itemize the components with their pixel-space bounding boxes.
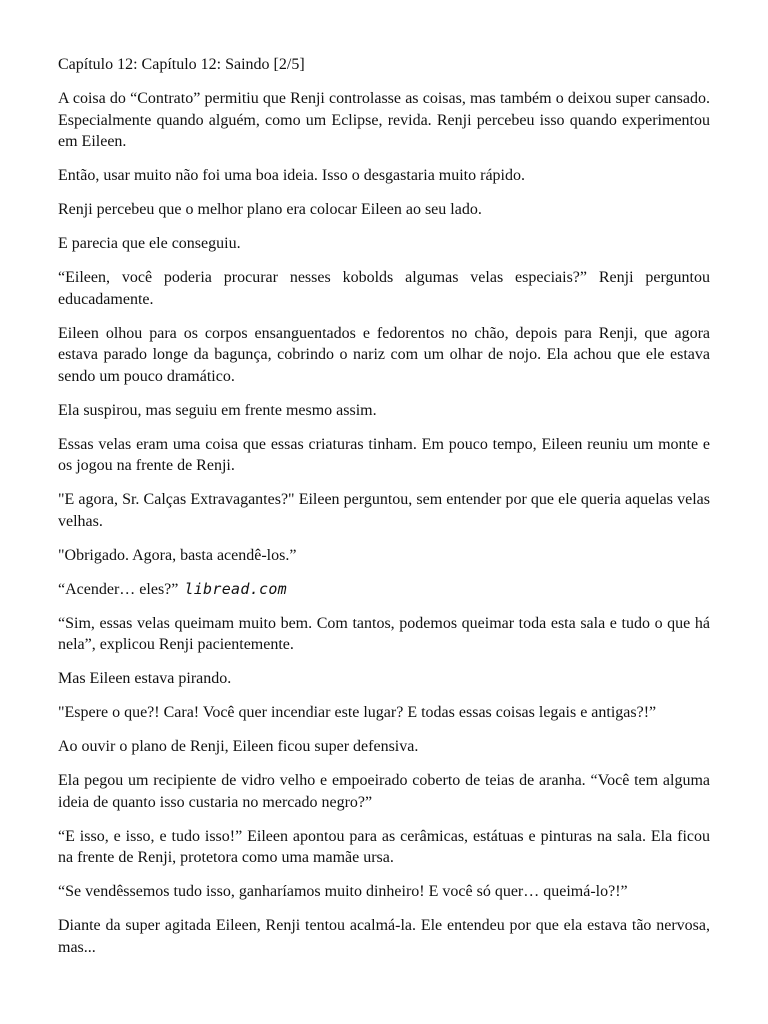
paragraph: “Sim, essas velas queimam muito bem. Com tantos, podemos queimar toda esta sala e tudo o que há nela”, explicou Renji pacientemente. xyxy=(58,614,710,653)
paragraph: Ela pegou um recipiente de vidro velho e empoeirado coberto de teias de aranha. “Você tem alguma ideia de quanto isso custaria no mercado negro?” xyxy=(58,772,710,811)
paragraph: Mas Eileen estava pirando. xyxy=(58,670,232,687)
watermark-text: libread.com xyxy=(184,579,288,598)
paragraph: "Obrigado. Agora, basta acendê-los.” xyxy=(58,546,297,564)
paragraph: "Espere o que?! Cara! Você quer incendiar este lugar? E todas essas coisas legais e antigas?!” xyxy=(58,704,657,721)
paragraph: Então, usar muito não foi uma boa ideia. Isso o desgastaria muito rápido. xyxy=(58,167,525,184)
paragraph: A coisa do “Contrato” permitiu que Renji controlasse as coisas, mas também o deixou super cansado. Especialmente quando alguém, como um Eclipse, revida. Renji percebeu isso quando experimentou em Eileen. xyxy=(58,90,710,150)
chapter-title: Capítulo 12: Capítulo 12: Saindo [2/5] xyxy=(58,56,305,73)
paragraph: Ao ouvir o plano de Renji, Eileen ficou super defensiva. xyxy=(58,738,419,755)
paragraph-with-watermark xyxy=(58,579,710,601)
paragraph: Renji percebeu que o melhor plano era colocar Eileen ao seu lado. xyxy=(58,201,482,218)
paragraph: Diante da super agitada Eileen, Renji tentou acalmá-la. Ele entendeu por que ela estava tão nervosa, mas... xyxy=(58,917,710,956)
paragraph: Ela suspirou, mas seguiu em frente mesmo assim. xyxy=(58,401,377,419)
paragraph: “E isso, e isso, e tudo isso!” Eileen apontou para as cerâmicas, estátuas e pinturas na sala. Ela ficou na frente de Renji, protetora como uma mamãe ursa. xyxy=(58,827,710,866)
paragraph: Essas velas eram uma coisa que essas criaturas tinham. Em pouco tempo, Eileen reuniu um monte e os jogou na frente de Renji. xyxy=(58,435,710,474)
paragraph: Eileen olhou para os corpos ensanguentados e fedorentos no chão, depois para Renji, que agora estava parado longe da bagunça, cobrindo o nariz com um olhar de nojo. Ela achou que ele estava sendo um pouco dramático. xyxy=(58,324,710,385)
paragraph: “Eileen, você poderia procurar nesses kobolds algumas velas especiais?” Renji perguntou educadamente. xyxy=(58,269,710,308)
paragraph-text: “Acender… eles?” xyxy=(58,580,179,598)
paragraph: “Se vendêssemos tudo isso, ganharíamos muito dinheiro! E você só quer… queimá-lo?!” xyxy=(58,883,628,900)
paragraph: "E agora, Sr. Calças Extravagantes?" Eileen perguntou, sem entender por que ele queria aquelas velas velhas. xyxy=(58,491,710,530)
paragraph: E parecia que ele conseguiu. xyxy=(58,235,241,252)
document-page xyxy=(58,54,710,971)
